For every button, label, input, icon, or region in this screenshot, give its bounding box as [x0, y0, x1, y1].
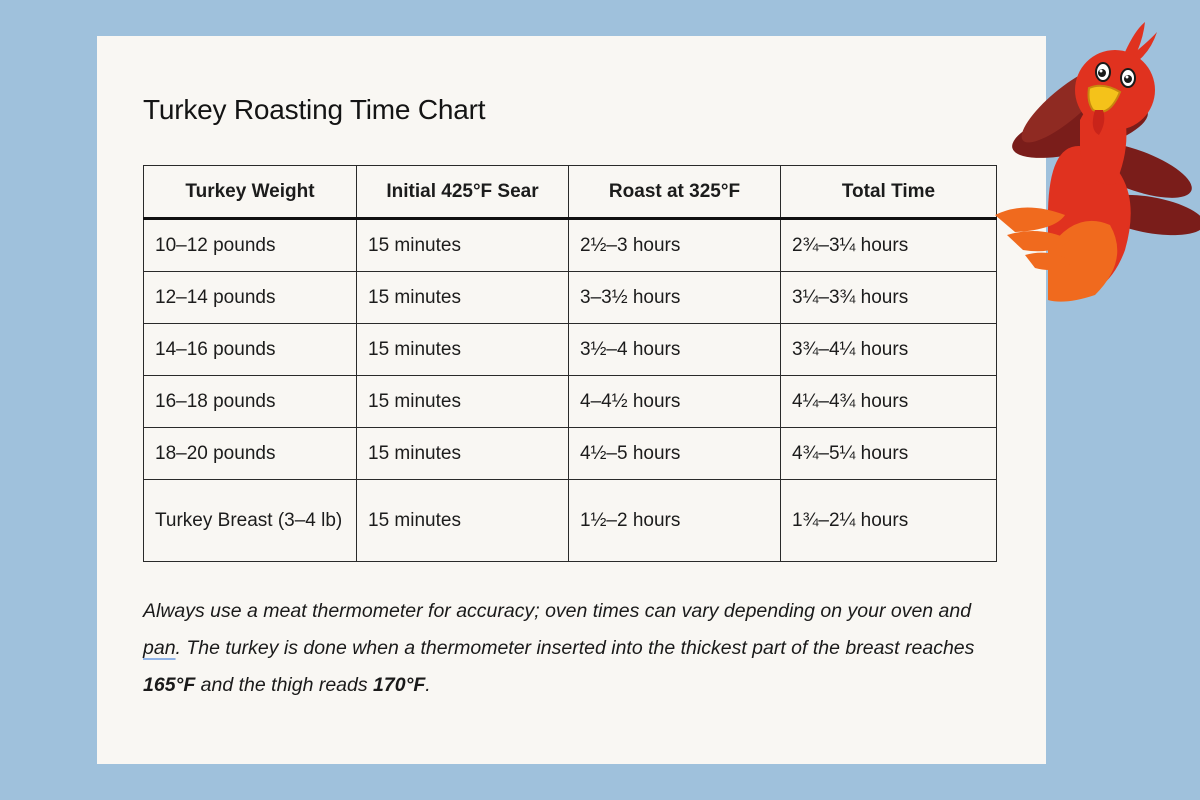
breast-temperature: 165°F — [143, 674, 196, 696]
table-cell: 12–14 pounds — [144, 272, 357, 324]
cartoon-turkey-icon — [985, 10, 1200, 310]
table-cell: 15 minutes — [357, 324, 569, 376]
table-cell: 15 minutes — [357, 376, 569, 428]
table-cell: 2¾–3¼ hours — [781, 219, 997, 272]
table-cell: 10–12 pounds — [144, 219, 357, 272]
note-text: . The turkey is done when a thermometer inserted into the thickest part of the breast reaches — [175, 637, 975, 659]
table-cell: 2½–3 hours — [569, 219, 781, 272]
table-cell: 16–18 pounds — [144, 376, 357, 428]
page-title: Turkey Roasting Time Chart — [143, 94, 486, 125]
table-row — [144, 376, 997, 428]
table-row — [144, 324, 997, 376]
table-cell: 15 minutes — [357, 428, 569, 480]
note-text: and the thigh reads — [195, 674, 374, 696]
note-text: . — [425, 674, 431, 696]
column-header-weight: Turkey Weight — [144, 166, 357, 219]
table-cell: 3–3½ hours — [569, 272, 781, 324]
table-cell: 18–20 pounds — [144, 428, 357, 480]
roasting-time-table — [143, 165, 997, 562]
table-cell: 4½–5 hours — [569, 428, 781, 480]
note-text: Always use a meat thermometer for accuracy; oven times can vary depending on your oven and — [143, 600, 972, 622]
waving-wing — [995, 208, 1073, 271]
table-header-row — [144, 166, 997, 219]
table-cell: Turkey Breast (3–4 lb) — [144, 480, 357, 562]
table-row — [144, 480, 997, 562]
content-card — [97, 36, 1046, 764]
table-cell: 3¾–4¼ hours — [781, 324, 997, 376]
column-header-sear: Initial 425°F Sear — [357, 166, 569, 219]
table-cell: 1¾–2¼ hours — [781, 480, 997, 562]
table-cell: 3½–4 hours — [569, 324, 781, 376]
thigh-temperature: 170°F — [373, 674, 426, 696]
table-cell: 14–16 pounds — [144, 324, 357, 376]
table-cell: 4–4½ hours — [569, 376, 781, 428]
table-cell: 4¾–5¼ hours — [781, 428, 997, 480]
table-cell: 3¼–3¾ hours — [781, 272, 997, 324]
table-cell: 1½–2 hours — [569, 480, 781, 562]
thermometer-note — [143, 593, 1003, 704]
table-cell: 15 minutes — [357, 272, 569, 324]
column-header-total: Total Time — [781, 166, 997, 219]
spellcheck-underlined-word[interactable]: pan — [143, 637, 176, 659]
table-row — [144, 428, 997, 480]
table-cell: 4¼–4¾ hours — [781, 376, 997, 428]
table-row — [144, 219, 997, 272]
table-row — [144, 272, 997, 324]
table-cell: 15 minutes — [357, 480, 569, 562]
table-cell: 15 minutes — [357, 219, 569, 272]
column-header-roast: Roast at 325°F — [569, 166, 781, 219]
